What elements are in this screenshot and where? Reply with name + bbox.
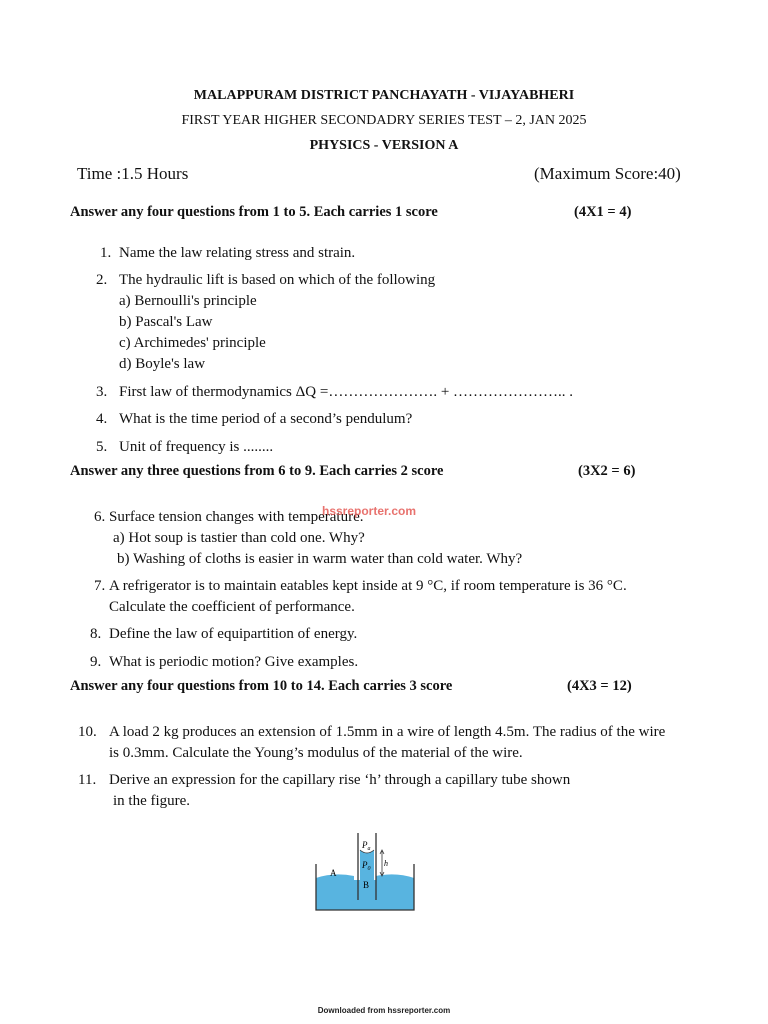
- question-3-number: 3.: [96, 384, 108, 400]
- question-10-text: A load 2 kg produces an extension of 1.5mm in a wire of length 4.5m. The radius of the wire: [109, 724, 666, 740]
- question-2-option-c: c) Archimedes' principle: [119, 335, 266, 351]
- question-2-option-d: d) Boyle's law: [119, 356, 206, 372]
- question-2-number: 2.: [96, 272, 108, 288]
- subject-title: PHYSICS - VERSION A: [309, 138, 459, 153]
- question-10-continuation: is 0.3mm. Calculate the Young’s modulus of the material of the wire.: [109, 745, 523, 761]
- question-7-text: A refrigerator is to maintain eatables kept inside at 9 °C, if room temperature is 36 °C.: [109, 578, 627, 594]
- question-7-number: 7.: [94, 578, 106, 594]
- question-4-text: What is the time period of a second’s pendulum?: [119, 411, 413, 427]
- section-3-score: (4X3 = 12): [567, 678, 632, 694]
- question-9-text: What is periodic motion? Give examples.: [109, 654, 359, 670]
- question-6-number: 6.: [94, 509, 106, 525]
- exam-series-title: FIRST YEAR HIGHER SECONDADRY SERIES TEST – 2, JAN 2025: [181, 113, 587, 128]
- question-5-number: 5.: [96, 439, 108, 455]
- label-h: h: [384, 859, 388, 868]
- label-b: B: [363, 880, 370, 890]
- question-6-part-b: b) Washing of cloths is easier in warm water than cold water. Why?: [117, 551, 523, 567]
- question-8-number: 8.: [90, 626, 102, 642]
- question-9-number: 9.: [90, 654, 102, 670]
- question-4-number: 4.: [96, 411, 108, 427]
- section-3-instruction: Answer any four questions from 10 to 14. Each carries 3 score: [70, 678, 453, 694]
- time-allowed: Time :1.5 Hours: [77, 164, 189, 183]
- question-1-text: Name the law relating stress and strain.: [119, 245, 356, 261]
- capillary-tube-figure: [310, 828, 420, 916]
- question-2-text: The hydraulic lift is based on which of the following: [119, 272, 436, 288]
- label-po: $P_0$: [362, 860, 371, 872]
- download-source-footer: Downloaded from hssreporter.com: [317, 1006, 451, 1015]
- maximum-score: (Maximum Score:40): [534, 164, 681, 183]
- question-10-number: 10.: [78, 724, 97, 740]
- watermark-logo: hssreporter.com: [322, 504, 417, 518]
- question-6-part-a: a) Hot soup is tastier than cold one. Why?: [113, 530, 365, 546]
- section-2-instruction: Answer any three questions from 6 to 9. Each carries 2 score: [70, 463, 444, 479]
- question-2-option-a: a) Bernoulli's principle: [119, 293, 257, 309]
- question-6-text: Surface tension changes with temperature.: [109, 509, 364, 525]
- label-pa: $P_a$: [362, 840, 371, 852]
- question-11-continuation: in the figure.: [113, 793, 191, 809]
- question-11-number: 11.: [78, 772, 97, 788]
- section-1-instruction: Answer any four questions from 1 to 5. Each carries 1 score: [70, 204, 438, 220]
- label-a: A: [330, 868, 337, 878]
- question-7-continuation: Calculate the coefficient of performance.: [109, 599, 355, 615]
- exam-board-title: MALAPPURAM DISTRICT PANCHAYATH - VIJAYABHERI: [193, 88, 575, 103]
- question-2-option-b: b) Pascal's Law: [119, 314, 213, 330]
- question-1-number: 1.: [100, 245, 112, 261]
- section-2-score: (3X2 = 6): [578, 463, 636, 479]
- question-5-text: Unit of frequency is ........: [119, 439, 274, 455]
- section-1-score: (4X1 = 4): [574, 204, 632, 220]
- question-3-text: First law of thermodynamics ΔQ =…………………. + ………………….. .: [119, 384, 574, 400]
- question-11-text: Derive an expression for the capillary rise ‘h’ through a capillary tube shown: [109, 772, 571, 788]
- question-8-text: Define the law of equipartition of energy.: [109, 626, 358, 642]
